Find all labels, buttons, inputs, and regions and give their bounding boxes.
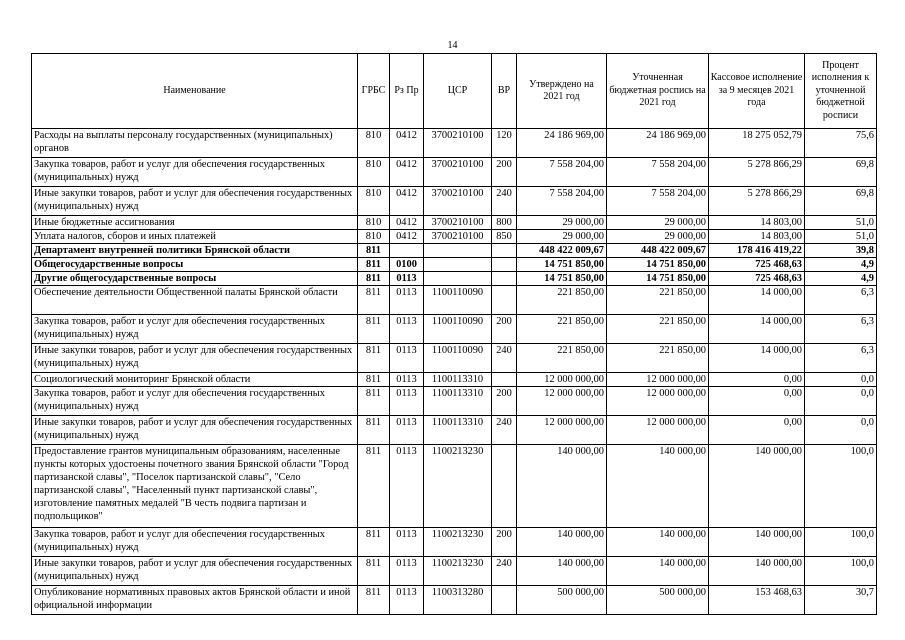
cell-grbs: 810	[358, 158, 390, 187]
table-row	[32, 528, 877, 557]
cell-name: Предоставление грантов муниципальным образованиям, населенные пункты которых удостоены почетного звания Брянской области "Город партизанской славы", "Поселок партизанской славы", "Село партизанской славы", "Населенный пункт партизанской славы", изготовление памятных медалей "В честь подвига партизан и подпольщиков"	[32, 445, 358, 528]
table-row	[32, 230, 877, 244]
cell-rzpr: 0113	[390, 344, 424, 373]
cell-vr	[492, 258, 517, 272]
cell-approved: 221 850,00	[517, 315, 607, 344]
cell-vr	[492, 244, 517, 258]
cell-grbs: 811	[358, 416, 390, 445]
cell-vr: 200	[492, 528, 517, 557]
table-row	[32, 258, 877, 272]
cell-refined: 140 000,00	[607, 445, 709, 528]
cell-grbs: 811	[358, 286, 390, 315]
cell-vr: 200	[492, 315, 517, 344]
cell-grbs: 811	[358, 445, 390, 528]
cell-name: Иные закупки товаров, работ и услуг для обеспечения государственных (муниципальных) нужд	[32, 344, 358, 373]
cell-refined: 7 558 204,00	[607, 187, 709, 216]
cell-rzpr: 0412	[390, 187, 424, 216]
cell-percent: 100,0	[805, 445, 877, 528]
cell-percent: 4,9	[805, 272, 877, 286]
cell-rzpr: 0113	[390, 445, 424, 528]
table-row	[32, 272, 877, 286]
cell-cash: 140 000,00	[709, 445, 805, 528]
cell-name: Департамент внутренней политики Брянской области	[32, 244, 358, 258]
cell-percent: 0,0	[805, 387, 877, 416]
cell-refined: 29 000,00	[607, 230, 709, 244]
header-approved: Утверждено на 2021 год	[517, 54, 607, 129]
cell-name: Общегосударственные вопросы	[32, 258, 358, 272]
cell-csr: 3700210100	[424, 158, 492, 187]
table-header-row	[32, 54, 877, 129]
table-row	[32, 373, 877, 387]
table-row	[32, 416, 877, 445]
header-vr: ВР	[492, 54, 517, 129]
table-row	[32, 129, 877, 158]
cell-vr	[492, 445, 517, 528]
cell-approved: 221 850,00	[517, 286, 607, 315]
cell-csr: 1100213230	[424, 445, 492, 528]
cell-cash: 178 416 419,22	[709, 244, 805, 258]
cell-rzpr: 0113	[390, 272, 424, 286]
cell-csr: 1100113310	[424, 416, 492, 445]
cell-refined: 140 000,00	[607, 557, 709, 586]
header-percent: Процент исполнения к уточненной бюджетной росписи	[805, 54, 877, 129]
cell-approved: 448 422 009,67	[517, 244, 607, 258]
cell-csr: 1100213230	[424, 557, 492, 586]
cell-grbs: 811	[358, 344, 390, 373]
cell-approved: 14 751 850,00	[517, 258, 607, 272]
cell-approved: 12 000 000,00	[517, 416, 607, 445]
cell-rzpr: 0113	[390, 373, 424, 387]
cell-approved: 29 000,00	[517, 230, 607, 244]
cell-csr: 1100110090	[424, 344, 492, 373]
cell-refined: 14 751 850,00	[607, 272, 709, 286]
cell-refined: 221 850,00	[607, 286, 709, 315]
cell-vr	[492, 586, 517, 615]
cell-csr: 3700210100	[424, 230, 492, 244]
cell-approved: 221 850,00	[517, 344, 607, 373]
cell-grbs: 810	[358, 216, 390, 230]
cell-vr: 240	[492, 557, 517, 586]
cell-name: Опубликование нормативных правовых актов Брянской области и иной официальной информации	[32, 586, 358, 615]
table-row	[32, 216, 877, 230]
cell-approved: 7 558 204,00	[517, 158, 607, 187]
table-row	[32, 344, 877, 373]
cell-percent: 75,6	[805, 129, 877, 158]
cell-percent: 100,0	[805, 528, 877, 557]
cell-grbs: 811	[358, 272, 390, 286]
cell-percent: 0,0	[805, 416, 877, 445]
cell-cash: 140 000,00	[709, 528, 805, 557]
table-row	[32, 445, 877, 528]
cell-refined: 12 000 000,00	[607, 416, 709, 445]
cell-rzpr: 0113	[390, 528, 424, 557]
cell-vr: 200	[492, 387, 517, 416]
cell-rzpr: 0113	[390, 416, 424, 445]
cell-vr: 240	[492, 416, 517, 445]
cell-csr: 1100213230	[424, 528, 492, 557]
cell-name: Иные закупки товаров, работ и услуг для обеспечения государственных (муниципальных) нужд	[32, 416, 358, 445]
cell-approved: 14 751 850,00	[517, 272, 607, 286]
cell-grbs: 811	[358, 557, 390, 586]
table-row	[32, 187, 877, 216]
header-name: Наименование	[32, 54, 358, 129]
cell-grbs: 811	[358, 528, 390, 557]
cell-name: Закупка товаров, работ и услуг для обеспечения государственных (муниципальных) нужд	[32, 387, 358, 416]
budget-table	[31, 53, 877, 615]
cell-refined: 29 000,00	[607, 216, 709, 230]
cell-csr	[424, 258, 492, 272]
cell-rzpr: 0412	[390, 230, 424, 244]
cell-cash: 725 468,63	[709, 272, 805, 286]
cell-rzpr: 0113	[390, 387, 424, 416]
cell-refined: 14 751 850,00	[607, 258, 709, 272]
cell-approved: 12 000 000,00	[517, 387, 607, 416]
table-row	[32, 557, 877, 586]
cell-refined: 140 000,00	[607, 528, 709, 557]
cell-cash: 5 278 866,29	[709, 158, 805, 187]
cell-cash: 140 000,00	[709, 557, 805, 586]
cell-grbs: 810	[358, 230, 390, 244]
cell-name: Другие общегосударственные вопросы	[32, 272, 358, 286]
cell-approved: 140 000,00	[517, 445, 607, 528]
header-refined: Уточненная бюджетная роспись на 2021 год	[607, 54, 709, 129]
cell-percent: 6,3	[805, 344, 877, 373]
cell-vr: 850	[492, 230, 517, 244]
cell-name: Иные закупки товаров, работ и услуг для обеспечения государственных (муниципальных) нужд	[32, 187, 358, 216]
cell-csr: 1100110090	[424, 315, 492, 344]
cell-csr: 1100110090	[424, 286, 492, 315]
cell-vr: 240	[492, 187, 517, 216]
cell-vr: 200	[492, 158, 517, 187]
cell-rzpr: 0412	[390, 129, 424, 158]
cell-name: Закупка товаров, работ и услуг для обеспечения государственных (муниципальных) нужд	[32, 528, 358, 557]
cell-approved: 140 000,00	[517, 528, 607, 557]
cell-name: Закупка товаров, работ и услуг для обеспечения государственных (муниципальных) нужд	[32, 158, 358, 187]
cell-approved: 7 558 204,00	[517, 187, 607, 216]
table-row	[32, 315, 877, 344]
cell-grbs: 811	[358, 258, 390, 272]
cell-name: Уплата налогов, сборов и иных платежей	[32, 230, 358, 244]
cell-name: Обеспечение деятельности Общественной палаты Брянской области	[32, 286, 358, 315]
cell-rzpr: 0113	[390, 315, 424, 344]
cell-cash: 0,00	[709, 373, 805, 387]
cell-csr: 1100113310	[424, 373, 492, 387]
header-grbs: ГРБС	[358, 54, 390, 129]
cell-refined: 24 186 969,00	[607, 129, 709, 158]
cell-cash: 14 000,00	[709, 344, 805, 373]
cell-percent: 6,3	[805, 286, 877, 315]
header-rzpr: Рз Пр	[390, 54, 424, 129]
cell-refined: 448 422 009,67	[607, 244, 709, 258]
cell-csr	[424, 244, 492, 258]
cell-vr: 240	[492, 344, 517, 373]
cell-approved: 29 000,00	[517, 216, 607, 230]
cell-grbs: 811	[358, 244, 390, 258]
cell-cash: 5 278 866,29	[709, 187, 805, 216]
cell-percent: 30,7	[805, 586, 877, 615]
table-row	[32, 286, 877, 315]
cell-percent: 51,0	[805, 230, 877, 244]
cell-rzpr: 0113	[390, 557, 424, 586]
cell-cash: 0,00	[709, 416, 805, 445]
cell-cash: 14 803,00	[709, 230, 805, 244]
table-row	[32, 158, 877, 187]
cell-name: Социологический мониторинг Брянской области	[32, 373, 358, 387]
cell-grbs: 810	[358, 187, 390, 216]
cell-approved: 24 186 969,00	[517, 129, 607, 158]
cell-refined: 221 850,00	[607, 344, 709, 373]
cell-name: Расходы на выплаты персоналу государственных (муниципальных) органов	[32, 129, 358, 158]
cell-cash: 18 275 052,79	[709, 129, 805, 158]
cell-vr	[492, 373, 517, 387]
cell-rzpr: 0113	[390, 586, 424, 615]
cell-grbs: 811	[358, 373, 390, 387]
cell-approved: 500 000,00	[517, 586, 607, 615]
cell-percent: 100,0	[805, 557, 877, 586]
cell-cash: 153 468,63	[709, 586, 805, 615]
cell-cash: 0,00	[709, 387, 805, 416]
cell-rzpr: 0100	[390, 258, 424, 272]
cell-percent: 0,0	[805, 373, 877, 387]
cell-grbs: 811	[358, 387, 390, 416]
table-row	[32, 244, 877, 258]
cell-cash: 14 000,00	[709, 315, 805, 344]
cell-percent: 69,8	[805, 187, 877, 216]
cell-rzpr: 0412	[390, 158, 424, 187]
cell-cash: 14 000,00	[709, 286, 805, 315]
cell-grbs: 811	[358, 315, 390, 344]
cell-vr	[492, 272, 517, 286]
cell-percent: 69,8	[805, 158, 877, 187]
cell-grbs: 811	[358, 586, 390, 615]
cell-percent: 4,9	[805, 258, 877, 272]
header-cash: Кассовое исполнение за 9 месяцев 2021 года	[709, 54, 805, 129]
cell-approved: 12 000 000,00	[517, 373, 607, 387]
cell-vr: 800	[492, 216, 517, 230]
header-csr: ЦСР	[424, 54, 492, 129]
cell-refined: 7 558 204,00	[607, 158, 709, 187]
cell-refined: 12 000 000,00	[607, 373, 709, 387]
cell-refined: 500 000,00	[607, 586, 709, 615]
cell-grbs: 810	[358, 129, 390, 158]
cell-csr: 3700210100	[424, 187, 492, 216]
cell-csr: 3700210100	[424, 216, 492, 230]
page-number: 14	[447, 40, 458, 51]
cell-name: Закупка товаров, работ и услуг для обеспечения государственных (муниципальных) нужд	[32, 315, 358, 344]
cell-percent: 39,8	[805, 244, 877, 258]
cell-csr: 3700210100	[424, 129, 492, 158]
cell-percent: 6,3	[805, 315, 877, 344]
cell-name: Иные бюджетные ассигнования	[32, 216, 358, 230]
cell-refined: 221 850,00	[607, 315, 709, 344]
cell-vr: 120	[492, 129, 517, 158]
cell-approved: 140 000,00	[517, 557, 607, 586]
cell-rzpr: 0412	[390, 216, 424, 230]
cell-refined: 12 000 000,00	[607, 387, 709, 416]
cell-rzpr: 0113	[390, 286, 424, 315]
table-row	[32, 586, 877, 615]
cell-csr	[424, 272, 492, 286]
cell-rzpr	[390, 244, 424, 258]
cell-csr: 1100113310	[424, 387, 492, 416]
cell-cash: 14 803,00	[709, 216, 805, 230]
cell-cash: 725 468,63	[709, 258, 805, 272]
cell-name: Иные закупки товаров, работ и услуг для обеспечения государственных (муниципальных) нужд	[32, 557, 358, 586]
cell-csr: 1100313280	[424, 586, 492, 615]
table-row	[32, 387, 877, 416]
cell-vr	[492, 286, 517, 315]
cell-percent: 51,0	[805, 216, 877, 230]
